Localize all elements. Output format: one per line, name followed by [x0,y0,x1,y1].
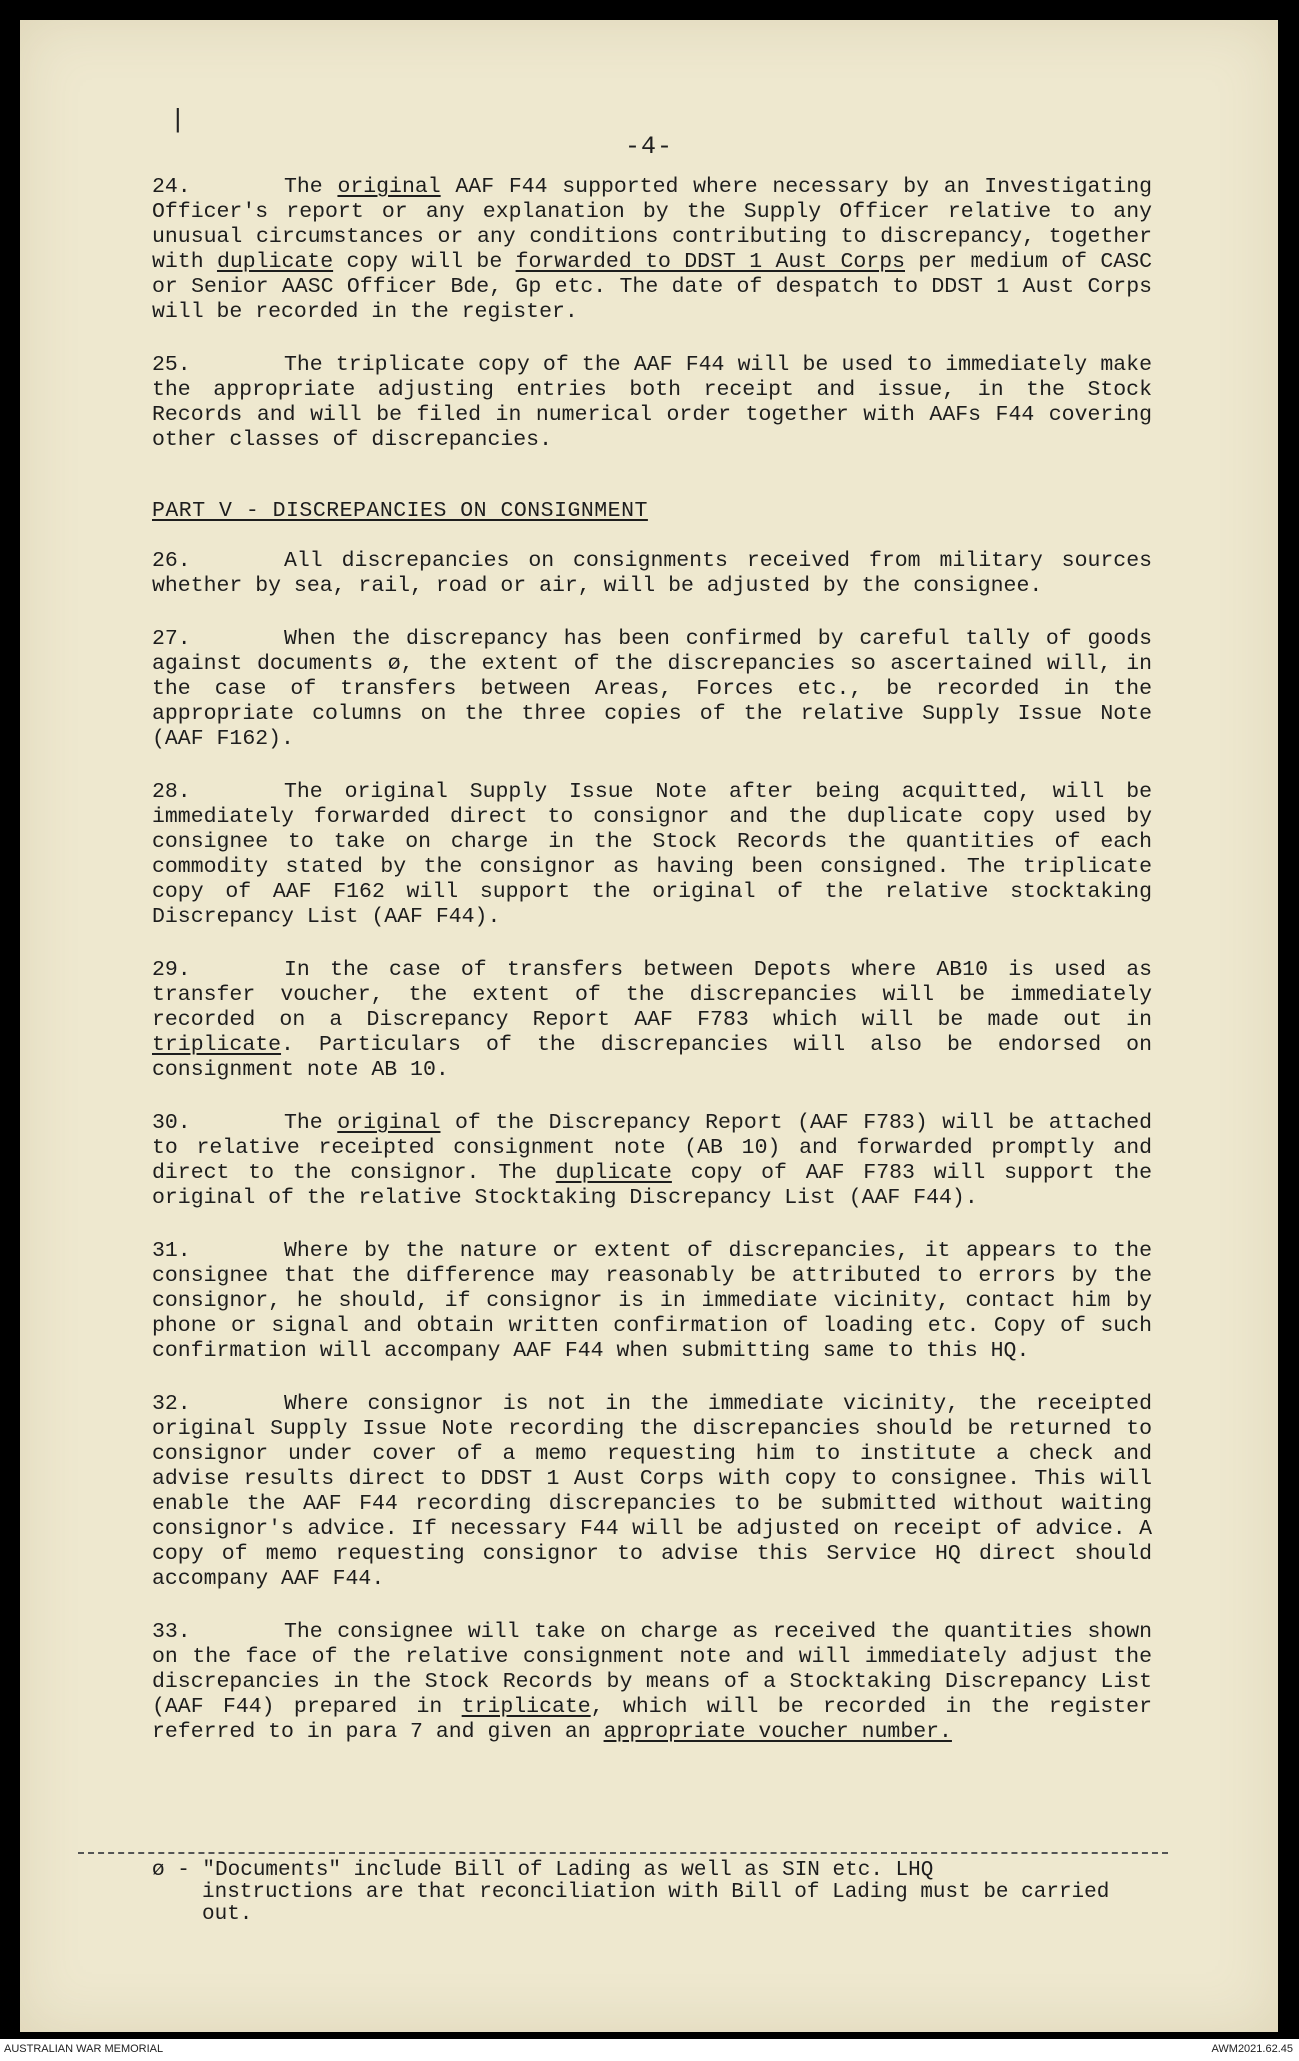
paragraph [152,175,1152,325]
paragraph [152,353,1152,453]
paragraph-text: . Particulars of the discrepancies will also be endorsed on consignment note AB 10. [152,1033,1152,1082]
paragraph-group-part-iv [152,175,1152,453]
paragraph [152,958,1152,1083]
underlined-text: duplicate [216,250,334,274]
archive-footer [0,2039,1299,2061]
paragraph [152,1620,1152,1745]
archive-reference: AWM2021.62.45 [1211,2043,1293,2055]
paragraph-number: 27. [152,627,191,651]
document-body [152,175,1152,1773]
footnote-line-1: ø - "Documents" include Bill of Lading as well as SIN etc. LHQ [152,1859,934,1882]
paragraph-text: All discrepancies on consignments received from military sources whether by sea, rail, road or air, will be adjusted by the consignee. [152,549,1152,598]
underlined-text: triplicate [152,1033,282,1057]
paragraph-number: 33. [152,1620,191,1644]
paragraph-text: of the Discrepancy Report (AAF F783) will be attached to relative receipted consignment note (AB 10) and forwarded promptly and direct to the consignor. The [152,1111,1153,1185]
paragraph-number: 31. [152,1239,191,1263]
paragraph [152,627,1152,752]
paragraph-text: In the case of transfers between Depots where AB10 is used as transfer voucher, the extent of the discrepancies will be immediately recorded on a Discrepancy Report AAF F783 which will be made out in [152,958,1152,1032]
paragraph-number: 25. [152,353,191,377]
underlined-text: original [337,1111,441,1135]
paragraph [152,1111,1152,1211]
page-number: -4- [624,132,673,161]
paragraph [152,1239,1152,1364]
margin-mark: | [170,105,186,135]
footnote-divider [78,1852,1168,1854]
paragraph-text: Where by the nature or extent of discrepancies, it appears to the consignee that the difference may reasonably be attributed to errors by the consignor, he should, if consignor is in immediate vicinity, contact him by phone or signal and obtain written confirmation of loading etc. Copy of such confirmation will accompany AAF F44 when submitting same to this HQ. [152,1239,1152,1363]
section-heading: PART V - DISCREPANCIES ON CONSIGNMENT [152,499,648,523]
paragraph-number: 29. [152,958,191,982]
underlined-text: duplicate [555,1161,672,1185]
footnote [152,1860,1112,1926]
paragraph-text: The original Supply Issue Note after being acquitted, will be immediately forwarded direct to consignor and the duplicate copy used by consignee to take on charge in the Stock Records the quantities of each commodity stated by the consignor as having been consigned. The triplicate copy of AAF F162 will support the original of the relative stocktaking Discrepancy List (AAF F44). [152,780,1152,929]
paragraph-text: The [284,1111,338,1135]
paragraph-number: 26. [152,549,191,573]
footnote-continuation: instructions are that reconciliation with Bill of Lading must be carried out. [202,1881,1110,1926]
paragraph-text: The consignee will take on charge as received the quantities shown on the face of the relative consignment note and will immediately adjust the discrepancies in the Stock Records by means of a Stocktaking Discrepancy List (AAF F44) prepared in [152,1620,1152,1719]
paragraph-text: AAF F44 supported where necessary by an Investigating Officer's report or any explanation by the Supply Officer relative to any unusual circumstances or any conditions contributing to discrepancy, together with [152,175,1152,274]
paragraph-number: 30. [152,1111,191,1135]
paragraph [152,780,1152,930]
paragraph-text: , which will be recorded in the register referred to in para 7 and given an [152,1695,1152,1744]
paragraph-number: 24. [152,175,191,199]
paragraph-text: When the discrepancy has been confirmed by careful tally of goods against documents ø, the extent of the discrepancies so ascertained will, in the case of transfers between Areas, Forces etc., be recorded in the appropriate columns on the three copies of the relative Supply Issue Note (AAF F162). [152,627,1152,751]
underlined-text: forwarded to DDST 1 Aust Corps [515,250,905,274]
paragraph-number: 32. [152,1392,191,1416]
paragraph-text: per medium of CASC or Senior AASC Officer Bde, Gp etc. The date of despatch to DDST 1 Aust Corps will be recorded in the register. [152,250,1152,324]
paragraph-text: copy of AAF F783 will support the original of the relative Stocktaking Discrepancy List (AAF F44). [152,1161,1152,1210]
paragraph-text: The triplicate copy of the AAF F44 will be used to immediately make the appropriate adjusting entries both receipt and issue, in the Stock Records and will be filed in numerical order together with AAFs F44 covering other classes of discrepancies. [152,353,1152,452]
paragraph-text: Where consignor is not in the immediate vicinity, the receipted original Supply Issue Note recording the discrepancies should be returned to consignor under cover of a memo requesting him to institute a check and advise results direct to DDST 1 Aust Corps with copy to consignee. This will enable the AAF F44 recording discrepancies to be submitted without waiting consignor's advice. If necessary F44 will be adjusted on receipt of advice. A copy of memo requesting consignor to advise this Service HQ direct should accompany AAF F44. [152,1392,1152,1591]
paragraph-text: copy will be [333,250,516,274]
paragraph [152,549,1152,599]
paragraph-group-part-v [152,549,1152,1745]
paragraph-number: 28. [152,780,191,804]
underlined-text: triplicate [461,1695,591,1719]
archive-name: AUSTRALIAN WAR MEMORIAL [4,2043,164,2055]
underlined-text: original [337,175,441,199]
paragraph [152,1392,1152,1592]
underlined-text: appropriate voucher number. [603,1720,952,1744]
paragraph-text: The [284,175,338,199]
